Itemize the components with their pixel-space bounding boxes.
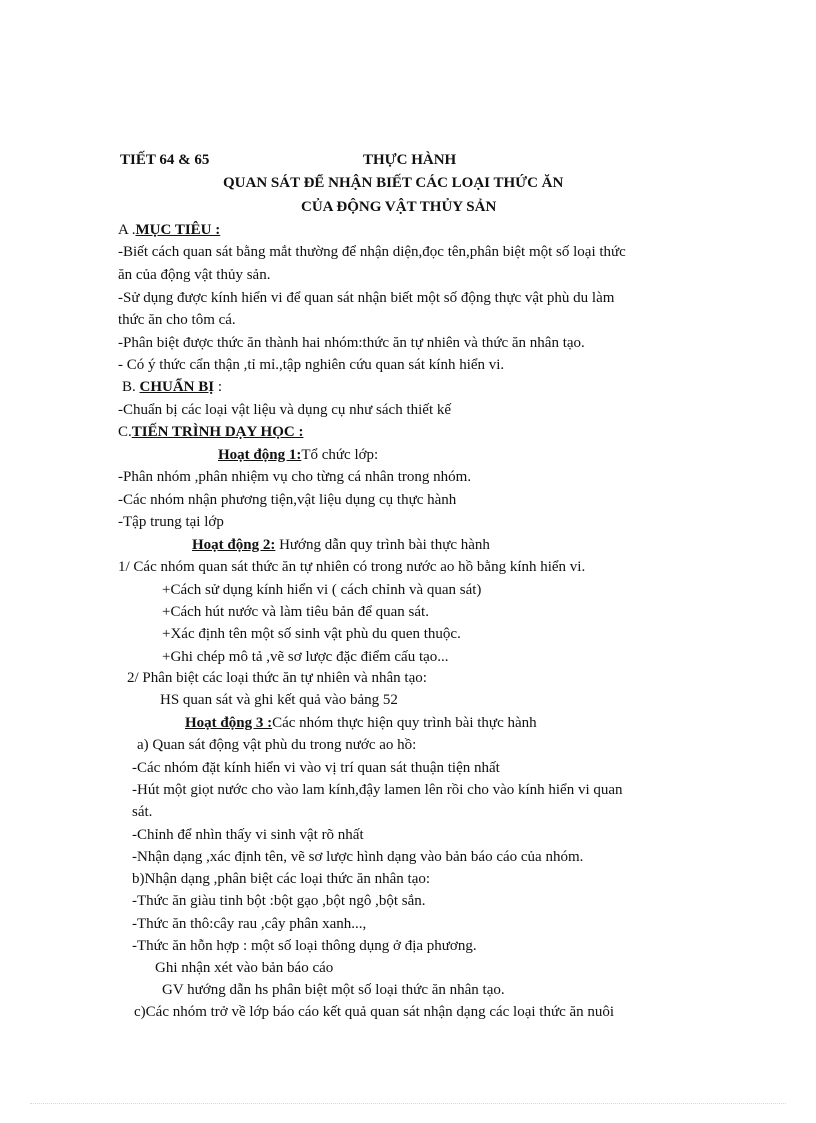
section-b-suffix: : — [214, 379, 223, 395]
activity-2-text: Hướng dẫn quy trình bài thực hành — [275, 537, 490, 553]
section-a-line: - Có ý thức cẩn thận ,tỉ mỉ.,tập nghiên cứu quan sát kính hiển vi. — [118, 357, 505, 373]
section-b-line: -Chuẩn bị các loại vật liệu và dụng cụ như sách thiết kế — [118, 402, 452, 418]
activity-3-line: -Thức ăn hỗn hợp : một số loại thông dụng ở địa phương. — [132, 938, 477, 954]
activity-1-label: Hoạt động 1: — [218, 447, 302, 463]
activity-3-line: -Thức ăn giàu tinh bột :bột gạo ,bột ngô ,bột sắn. — [132, 893, 426, 909]
section-a-line: -Biết cách quan sát bằng mắt thường để nhận diện,đọc tên,phân biệt một số loại thức — [118, 244, 626, 260]
activity-3-line: a) Quan sát động vật phù du trong nước ao hồ: — [137, 737, 417, 753]
page-bottom-divider — [30, 1103, 786, 1104]
activity-2-line: +Ghi chép mô tả ,vẽ sơ lược đặc điểm cấu tạo... — [162, 649, 449, 665]
activity-3-line: -Chỉnh để nhìn thấy vi sinh vật rõ nhất — [132, 827, 364, 843]
activity-3-line: -Hút một giọt nước cho vào lam kính,đậy lamen lên rồi cho vào kính hiển vi quan — [132, 782, 623, 798]
activity-1-line: -Tập trung tại lớp — [118, 514, 224, 530]
section-a-heading — [118, 220, 220, 240]
activity-1-heading — [218, 445, 378, 465]
activity-2-line: 1/ Các nhóm quan sát thức ăn tự nhiên có trong nước ao hồ bằng kính hiển vi. — [118, 559, 586, 575]
activity-3-line: b)Nhận dạng ,phân biệt các loại thức ăn nhân tạo: — [132, 871, 431, 887]
lesson-number: TIẾT 64 & 65 — [120, 152, 210, 168]
section-a-prefix: A . — [118, 222, 136, 238]
activity-3-label: Hoạt động 3 : — [185, 715, 273, 731]
section-b-prefix: B. — [122, 379, 136, 395]
section-c-prefix: C. — [118, 424, 132, 440]
section-c-heading — [118, 422, 303, 442]
lesson-kind: THỰC HÀNH — [363, 152, 457, 168]
activity-2-label: Hoạt động 2: — [192, 537, 276, 553]
section-a-line: -Phân biệt được thức ăn thành hai nhóm:thức ăn tự nhiên và thức ăn nhân tạo. — [118, 335, 585, 351]
document-title-line-2: CỦA ĐỘNG VẬT THỦY SẢN — [301, 199, 497, 215]
activity-3-line: -Các nhóm đặt kính hiển vi vào vị trí quan sát thuận tiện nhất — [132, 760, 500, 776]
activity-2-line: +Cách sử dụng kính hiển vi ( cách chỉnh và quan sát) — [162, 582, 482, 598]
section-c-title: TIẾN TRÌNH DẠY HỌC : — [131, 424, 304, 440]
section-a-line: ăn của động vật thủy sản. — [118, 267, 271, 283]
activity-3-line: c)Các nhóm trở về lớp báo cáo kết quả quan sát nhận dạng các loại thức ăn nuôi — [134, 1004, 615, 1020]
activity-2-line: HS quan sát và ghi kết quả vào bảng 52 — [160, 692, 398, 708]
activity-1-line: -Phân nhóm ,phân nhiệm vụ cho từng cá nhân trong nhóm. — [118, 469, 472, 485]
document-title-line-1: QUAN SÁT ĐỂ NHẬN BIẾT CÁC LOẠI THỨC ĂN — [223, 175, 564, 191]
activity-1-text: Tổ chức lớp: — [301, 447, 379, 463]
activity-3-line: Ghi nhận xét vào bản báo cáo — [155, 960, 334, 976]
section-b-title: CHUẨN BỊ — [139, 379, 215, 395]
activity-2-heading — [192, 535, 490, 555]
activity-1-line: -Các nhóm nhận phương tiện,vật liệu dụng cụ thực hành — [118, 492, 457, 508]
activity-3-line: sát. — [132, 804, 153, 820]
section-a-line: thức ăn cho tôm cá. — [118, 312, 236, 328]
activity-2-line: +Xác định tên một số sinh vật phù du quen thuộc. — [162, 626, 461, 642]
section-a-title: MỤC TIÊU : — [135, 222, 221, 238]
activity-3-line: -Thức ăn thô:cây rau ,cây phân xanh..., — [132, 916, 367, 932]
activity-3-heading — [185, 713, 537, 733]
section-b-heading — [122, 377, 222, 397]
activity-3-line: GV hướng dẫn hs phân biệt một số loại thức ăn nhân tạo. — [162, 982, 505, 998]
activity-2-line: +Cách hút nước và làm tiêu bản để quan sát. — [162, 604, 429, 620]
activity-3-text: Các nhóm thực hiện quy trình bài thực hành — [272, 715, 537, 731]
activity-2-line: 2/ Phân biệt các loại thức ăn tự nhiên và nhân tạo: — [127, 670, 427, 686]
section-a-line: -Sử dụng được kính hiển vi để quan sát nhận biết một số động thực vật phù du làm — [118, 290, 615, 306]
activity-3-line: -Nhận dạng ,xác định tên, vẽ sơ lược hình dạng vào bản báo cáo của nhóm. — [132, 849, 584, 865]
